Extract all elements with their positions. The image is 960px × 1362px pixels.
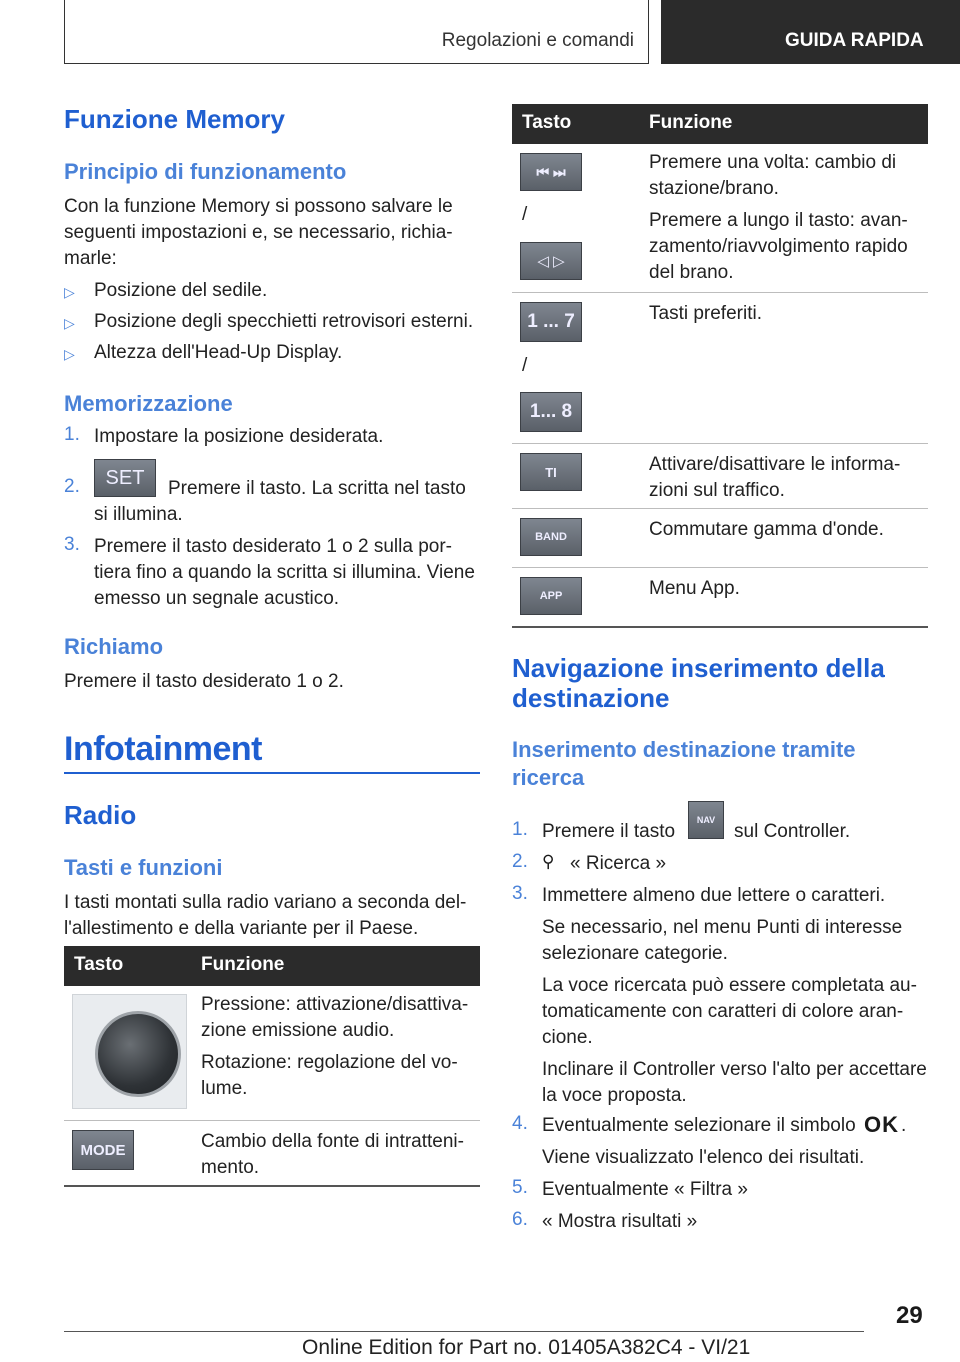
left-table-header: Tasto Funzione: [64, 946, 480, 986]
footer-rule: [64, 1331, 864, 1332]
triangle-bullet-icon: ▷: [64, 315, 75, 331]
footer-edition: Online Edition for Part no. 01405A382C4 - VI/21: [302, 1336, 751, 1359]
table-row: TI Attivare/disattivare le informa- zioni sul traffico.: [512, 444, 928, 508]
table-row: BAND Commutare gamma d'onde.: [512, 509, 928, 567]
mode-button[interactable]: MODE: [72, 1130, 134, 1170]
ok-symbol-icon: OK: [864, 1112, 899, 1137]
memory-title: Funzione Memory: [64, 104, 286, 134]
keys-text-2: l'allestimento e della variante per il Paese.: [64, 918, 419, 939]
nav-title-1: Navigazione inserimento della: [512, 653, 885, 683]
store-title: Memorizzazione: [64, 391, 233, 416]
table-row: MODE Cambio della fonte di intratteni- mento.: [64, 1121, 480, 1185]
header-tab[interactable]: GUIDA RAPIDA: [661, 0, 960, 64]
band-button[interactable]: BAND: [520, 518, 582, 556]
knob-icon: [95, 1011, 181, 1097]
track-arrows-button[interactable]: ◁ ▷: [520, 242, 582, 280]
table-row: Pressione: attivazione/disattiva- zione emissione audio. Rotazione: regolazione del vo- lume.: [64, 986, 480, 1120]
set-button[interactable]: SET: [94, 459, 156, 497]
keys-text-1: I tasti montati sulla radio variano a seconda del-: [64, 892, 467, 913]
principle-text-1: Con la funzione Memory si possono salvare le: [64, 196, 453, 217]
app-menu-button[interactable]: [520, 577, 582, 615]
traffic-info-button[interactable]: [520, 453, 582, 491]
table-row: 1 ... 7 / 1... 8 Tasti preferiti.: [512, 293, 928, 443]
header-section: Regolazioni e comandi: [441, 30, 634, 51]
principle-text-2: seguenti impostazioni e, se necessario, richia-: [64, 222, 453, 243]
volume-knob-image: [72, 994, 187, 1109]
radio-title: Radio: [64, 800, 137, 830]
infotainment-title: Infotainment: [64, 730, 262, 768]
recall-title: Richiamo: [64, 634, 164, 659]
search-icon: ⚲: [542, 852, 555, 871]
principle-title: Principio di funzionamento: [64, 159, 347, 184]
page-number: 29: [896, 1302, 923, 1329]
table-bottom-rule: [64, 1185, 480, 1187]
recall-text: Premere il tasto desiderato 1 o 2.: [64, 671, 344, 692]
seek-button[interactable]: ⏮ ⏭: [520, 153, 582, 191]
table-row: ⏮ ⏭ / ◁ ▷ Premere una volta: cambio di stazione/brano. Premere a lungo il tasto: avan- zamento/riavvolgimento rapido del brano.: [522, 152, 908, 283]
favorites-1-7-button[interactable]: 1 ... 7: [520, 302, 582, 342]
favorites-1-8-button[interactable]: 1... 8: [520, 392, 582, 432]
nav-sub-1: Inserimento destinazione tramite: [512, 737, 856, 762]
nav-button[interactable]: NAV: [688, 801, 724, 839]
traffic-info-icon: TI: [545, 464, 557, 480]
right-table-header: Tasto Funzione: [512, 104, 928, 144]
principle-text-3: marle:: [64, 248, 117, 269]
table-row: APP Menu App.: [512, 568, 928, 626]
infotainment-rule: [64, 772, 480, 774]
nav-title-2: destinazione: [512, 683, 670, 713]
nav-sub-2: ricerca: [512, 765, 585, 790]
keys-title: Tasti e funzioni: [64, 855, 223, 880]
header-box: [64, 0, 649, 64]
table-bottom-rule: [512, 626, 928, 628]
globe-icon: APP: [539, 590, 563, 602]
triangle-bullet-icon: ▷: [64, 346, 75, 362]
triangle-bullet-icon: ▷: [64, 284, 75, 300]
